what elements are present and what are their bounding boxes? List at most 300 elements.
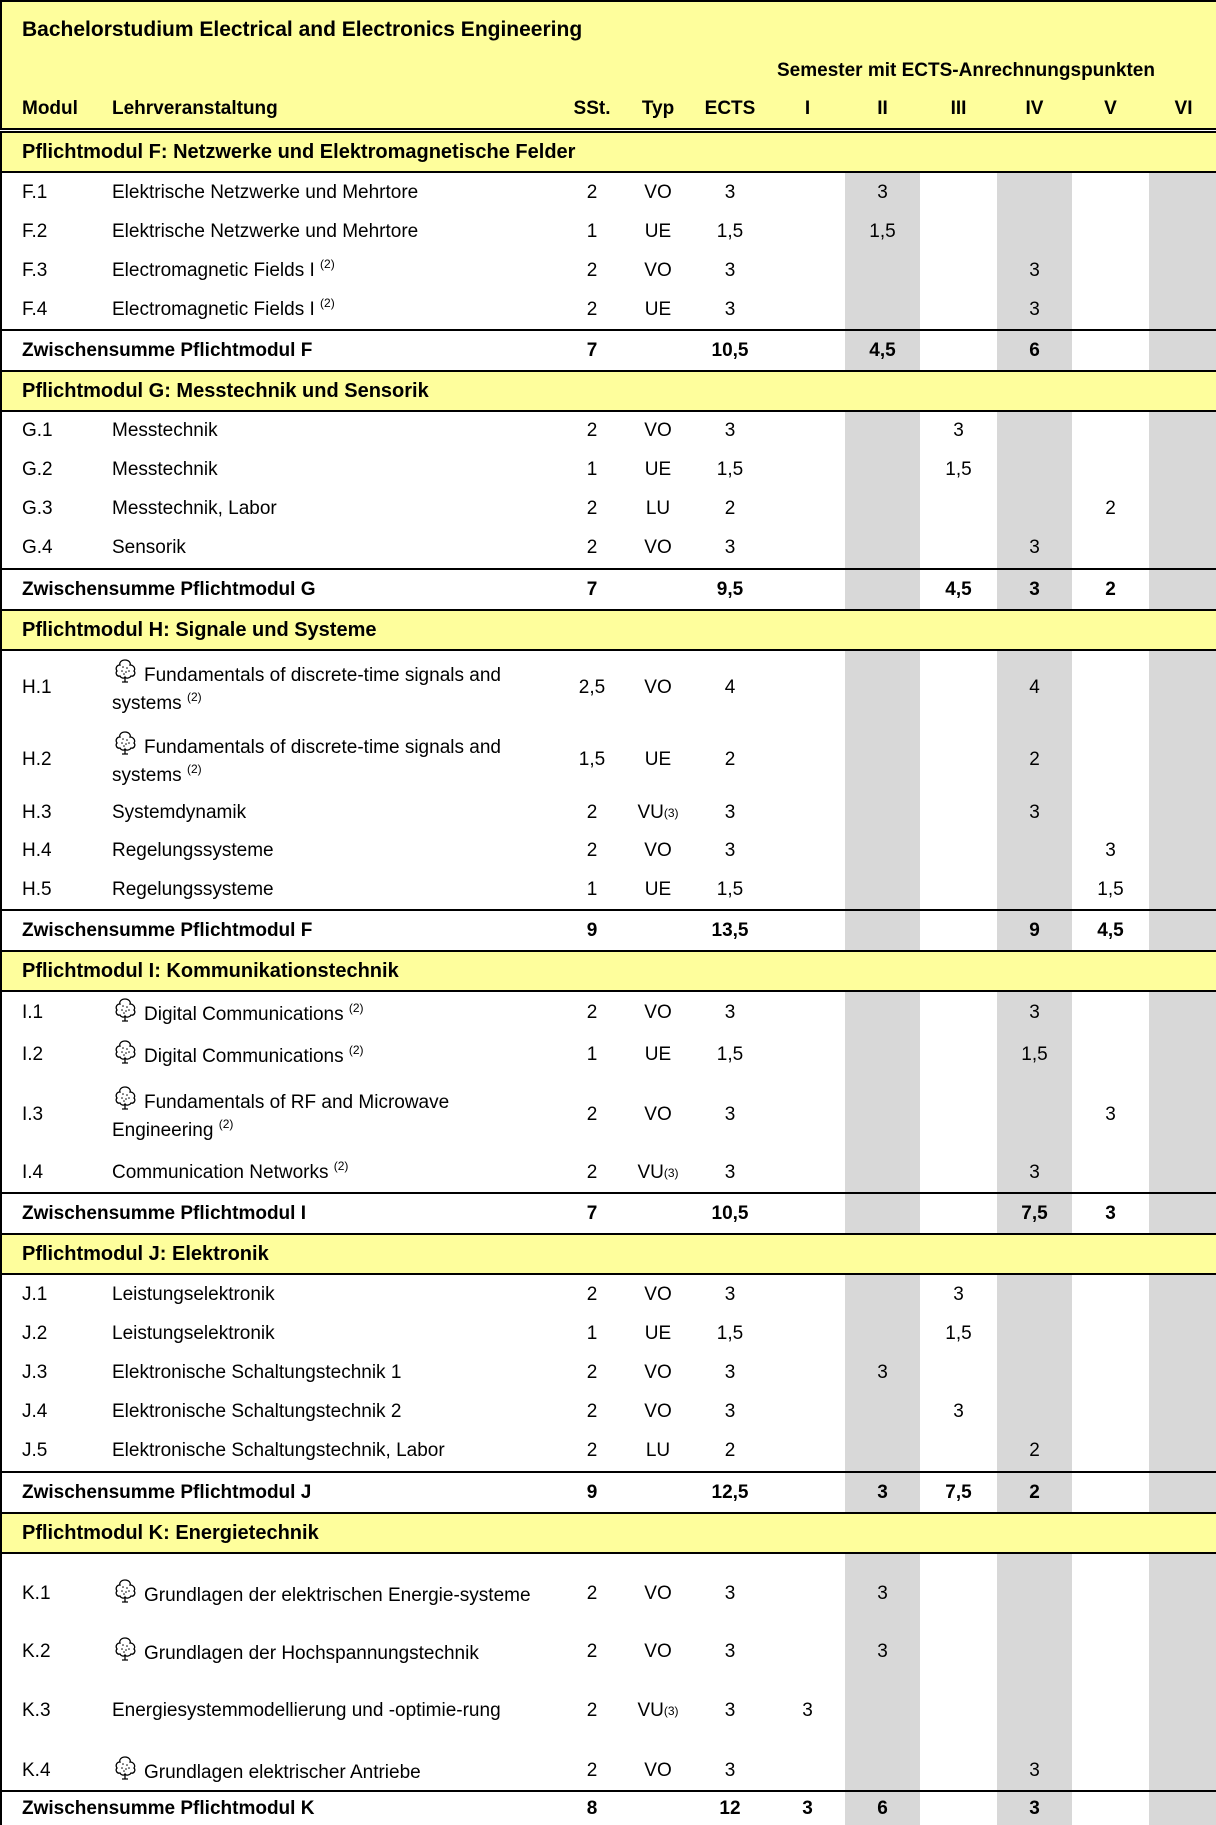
ects-value: 2 bbox=[724, 749, 736, 770]
course-name-wrap bbox=[112, 1697, 501, 1725]
sst-value: 2 bbox=[586, 420, 598, 441]
sst-value: 2 bbox=[586, 260, 598, 281]
type-value bbox=[627, 831, 689, 871]
course-name-wrap bbox=[112, 495, 277, 523]
footnote-marker: (2) bbox=[348, 1043, 364, 1057]
course-cell bbox=[112, 251, 542, 291]
semester-4-ects: 3 bbox=[1029, 260, 1040, 281]
ects-value: 1,5 bbox=[716, 221, 744, 242]
semester-shading bbox=[997, 1393, 1072, 1431]
ects-value: 3 bbox=[724, 1104, 736, 1125]
subtotal-row bbox=[0, 568, 1216, 609]
ects-value: 3 bbox=[724, 537, 736, 558]
sst-value: 2 bbox=[586, 299, 598, 320]
type-label: VO bbox=[644, 537, 672, 558]
semester-shading bbox=[1149, 1154, 1216, 1192]
section-title: Pflichtmodul H: Signale und Systeme bbox=[22, 618, 377, 641]
module-code: G.1 bbox=[22, 420, 53, 441]
table-row bbox=[0, 725, 1216, 795]
table-row bbox=[0, 1752, 1216, 1790]
section-title: Pflichtmodul I: Kommunikationstechnik bbox=[22, 959, 399, 982]
course-name: Digital Communications bbox=[144, 1046, 344, 1067]
semester-shading bbox=[845, 992, 920, 1034]
module-code: F.4 bbox=[22, 299, 48, 320]
semester-shading bbox=[845, 1315, 920, 1353]
tree-icon bbox=[112, 730, 138, 756]
subtotal-sst: 7 bbox=[586, 339, 598, 361]
course-name: Systemdynamik bbox=[112, 802, 247, 823]
type-value bbox=[627, 528, 689, 568]
type-label: VO bbox=[644, 182, 672, 203]
ects-value: 2 bbox=[724, 498, 736, 519]
type-value bbox=[627, 450, 689, 490]
footnote-marker: (2) bbox=[320, 257, 335, 271]
semester-shading bbox=[1149, 651, 1216, 725]
semester-shading bbox=[997, 173, 1072, 213]
sst-value: 2 bbox=[586, 802, 598, 823]
subtotal-ects: 10,5 bbox=[711, 1202, 749, 1224]
semester-shading bbox=[845, 570, 920, 609]
subtotal-ects: 12 bbox=[719, 1797, 741, 1819]
semester-shading bbox=[845, 871, 920, 909]
sst-value: 1,5 bbox=[578, 749, 606, 770]
module-code: H.5 bbox=[22, 879, 52, 900]
semester-4-ects: 3 bbox=[1029, 537, 1040, 558]
semester-2-ects: 3 bbox=[877, 182, 888, 203]
course-cell bbox=[112, 291, 542, 329]
course-name-wrap bbox=[112, 1398, 401, 1426]
module-code: J.4 bbox=[22, 1401, 48, 1422]
table-title-row bbox=[0, 0, 1216, 58]
course-name: Communication Networks bbox=[112, 1162, 329, 1183]
type-value bbox=[627, 291, 689, 329]
course-name-wrap bbox=[112, 417, 218, 445]
semester-shading bbox=[997, 450, 1072, 490]
semester-shading bbox=[1149, 291, 1216, 329]
footnote-marker: (2) bbox=[348, 1001, 364, 1015]
semester-shading bbox=[997, 1275, 1072, 1315]
ects-value: 3 bbox=[724, 1362, 736, 1383]
semester-shading bbox=[997, 1670, 1072, 1752]
sst-value: 1 bbox=[586, 221, 598, 242]
type-label: VO bbox=[644, 1002, 672, 1023]
col-semester-2: II bbox=[877, 98, 888, 119]
ects-value: 3 bbox=[724, 1583, 736, 1604]
semester-shading bbox=[1149, 1473, 1216, 1512]
course-name: Elektronische Schaltungstechnik 1 bbox=[112, 1362, 402, 1383]
course-cell bbox=[112, 1315, 542, 1353]
course-name: Elektrische Netzwerke und Mehrtore bbox=[112, 221, 419, 242]
module-code: G.2 bbox=[22, 459, 53, 480]
semester-shading bbox=[845, 1275, 920, 1315]
sst-value: 2,5 bbox=[578, 677, 606, 698]
subtotal-label: Zwischensumme Pflichtmodul K bbox=[22, 1797, 315, 1819]
type-label: UE bbox=[644, 221, 672, 242]
subtotal-semester-4: 9 bbox=[1029, 919, 1040, 941]
module-code: J.5 bbox=[22, 1440, 48, 1461]
subtotal-semester-1: 3 bbox=[802, 1797, 813, 1819]
subtotal-ects: 13,5 bbox=[711, 919, 749, 941]
ects-value: 3 bbox=[724, 1284, 736, 1305]
semester-4-ects: 4 bbox=[1029, 677, 1040, 698]
course-name-wrap bbox=[112, 257, 335, 285]
semester-shading bbox=[845, 1393, 920, 1431]
type-label: UE bbox=[644, 1044, 672, 1065]
course-name-wrap bbox=[112, 1320, 275, 1348]
ects-value: 3 bbox=[724, 1401, 736, 1422]
ects-value: 1,5 bbox=[716, 1044, 744, 1065]
subtotal-semester-2: 4,5 bbox=[869, 339, 896, 361]
type-value: VU (3) bbox=[637, 802, 679, 823]
sst-value: 2 bbox=[586, 1760, 598, 1781]
semester-shading bbox=[845, 725, 920, 795]
ects-value: 3 bbox=[724, 1641, 736, 1662]
course-cell bbox=[112, 1353, 542, 1393]
semester-shading bbox=[1149, 1315, 1216, 1353]
type-label: VO bbox=[644, 420, 672, 441]
subtotal-semester-3: 4,5 bbox=[945, 578, 972, 600]
sst-value: 2 bbox=[586, 182, 598, 203]
sst-value: 2 bbox=[586, 840, 598, 861]
module-code: K.4 bbox=[22, 1760, 51, 1781]
col-semester-5: V bbox=[1104, 98, 1117, 119]
module-code: F.3 bbox=[22, 260, 48, 281]
module-code: I.1 bbox=[22, 1002, 44, 1023]
course-name: Electromagnetic Fields I bbox=[112, 260, 315, 281]
tree-icon bbox=[112, 1578, 138, 1604]
course-name-wrap bbox=[112, 1578, 531, 1610]
type-value bbox=[627, 1752, 689, 1790]
sst-value: 1 bbox=[586, 459, 598, 480]
subtotal-label: Zwischensumme Pflichtmodul F bbox=[22, 339, 313, 361]
course-name: Elektronische Schaltungstechnik, Labor bbox=[112, 1440, 445, 1461]
course-cell bbox=[112, 831, 542, 871]
table-row bbox=[0, 795, 1216, 831]
semester-shading bbox=[1149, 213, 1216, 251]
subtotal-sst: 9 bbox=[586, 1481, 598, 1503]
semester-3-ects: 3 bbox=[953, 1284, 964, 1305]
type-label: VO bbox=[644, 840, 672, 861]
semester-shading bbox=[845, 1154, 920, 1192]
semester-4-ects: 2 bbox=[1029, 749, 1040, 770]
course-cell bbox=[112, 1275, 542, 1315]
semester-4-ects: 2 bbox=[1029, 1440, 1040, 1461]
type-label: VO bbox=[644, 1284, 672, 1305]
course-name-wrap bbox=[112, 1039, 364, 1071]
semester-3-ects: 1,5 bbox=[945, 1323, 972, 1344]
semester-shading bbox=[845, 1431, 920, 1471]
module-code: G.3 bbox=[22, 498, 53, 519]
sst-value: 2 bbox=[586, 1002, 598, 1023]
course-cell bbox=[112, 213, 542, 251]
sst-value: 2 bbox=[586, 1641, 598, 1662]
col-semester-6: VI bbox=[1174, 98, 1193, 119]
table-row bbox=[0, 450, 1216, 490]
course-name: Elektrische Netzwerke und Mehrtore bbox=[112, 182, 419, 203]
semester-shading bbox=[997, 412, 1072, 450]
module-code: F.1 bbox=[22, 182, 48, 203]
semester-shading bbox=[845, 1194, 920, 1233]
semester-shading bbox=[1149, 911, 1216, 950]
course-name: Fundamentals of RF and Microwave Engineering bbox=[112, 1092, 450, 1141]
semester-header-row bbox=[0, 58, 1216, 90]
course-cell bbox=[112, 725, 542, 795]
type-label: LU bbox=[645, 1440, 671, 1461]
semester-shading bbox=[997, 1554, 1072, 1634]
subtotal-semester-4: 3 bbox=[1029, 578, 1040, 600]
semester-shading bbox=[1149, 871, 1216, 909]
course-cell bbox=[112, 490, 542, 528]
ects-value: 1,5 bbox=[716, 1323, 744, 1344]
table-row bbox=[0, 251, 1216, 291]
semester-shading bbox=[1149, 1431, 1216, 1471]
course-cell bbox=[112, 1554, 542, 1634]
course-name-wrap bbox=[112, 1085, 542, 1145]
semester-4-ects: 3 bbox=[1029, 1162, 1040, 1183]
sst-value: 1 bbox=[586, 879, 598, 900]
semester-shading bbox=[1149, 1670, 1216, 1752]
semester-2-ects: 3 bbox=[877, 1362, 888, 1383]
semester-4-ects: 3 bbox=[1029, 802, 1040, 823]
semester-shading bbox=[1149, 570, 1216, 609]
course-name-wrap bbox=[112, 534, 186, 562]
table-row bbox=[0, 1353, 1216, 1393]
type-value bbox=[627, 725, 689, 795]
table-row bbox=[0, 1315, 1216, 1353]
section-title: Pflichtmodul J: Elektronik bbox=[22, 1242, 269, 1265]
subtotal-row bbox=[0, 1790, 1216, 1825]
table-row bbox=[0, 1670, 1216, 1752]
table-row bbox=[0, 1393, 1216, 1431]
course-name-wrap bbox=[112, 658, 542, 718]
course-cell bbox=[112, 795, 542, 831]
module-code: J.3 bbox=[22, 1362, 48, 1383]
course-name: Energiesystemmodellierung und -optimie-rung bbox=[112, 1700, 501, 1721]
course-name: Messtechnik bbox=[112, 420, 218, 441]
semester-3-ects: 3 bbox=[953, 1401, 964, 1422]
footnote-marker: (2) bbox=[333, 1159, 349, 1173]
sst-value: 2 bbox=[586, 1440, 598, 1461]
course-name-wrap bbox=[112, 1159, 348, 1187]
course-name-wrap bbox=[112, 1755, 421, 1787]
type-value bbox=[627, 1353, 689, 1393]
module-code: K.3 bbox=[22, 1700, 51, 1721]
type-value bbox=[627, 1275, 689, 1315]
module-code: H.1 bbox=[22, 677, 52, 698]
course-name: Messtechnik, Labor bbox=[112, 498, 277, 519]
module-code: K.2 bbox=[22, 1641, 51, 1662]
course-name-wrap bbox=[112, 1636, 479, 1668]
type-label: UE bbox=[644, 879, 672, 900]
course-name: Grundlagen elektrischer Antriebe bbox=[144, 1762, 421, 1783]
course-name: Elektronische Schaltungstechnik 2 bbox=[112, 1401, 402, 1422]
course-cell bbox=[112, 871, 542, 909]
module-code: H.2 bbox=[22, 749, 52, 770]
footnote-marker: (2) bbox=[218, 1117, 234, 1131]
col-sst: SSt. bbox=[573, 98, 611, 119]
semester-shading bbox=[1149, 331, 1216, 370]
course-name-wrap bbox=[112, 997, 364, 1029]
semester-shading bbox=[1149, 992, 1216, 1034]
semester-shading bbox=[1149, 1393, 1216, 1431]
section-header bbox=[0, 1233, 1216, 1275]
type-label: UE bbox=[644, 1323, 672, 1344]
section-header bbox=[0, 1512, 1216, 1554]
subtotal-sst: 8 bbox=[586, 1797, 598, 1819]
sst-value: 2 bbox=[586, 537, 598, 558]
table-row bbox=[0, 1154, 1216, 1192]
semester-shading bbox=[1149, 1275, 1216, 1315]
semester-4-ects: 3 bbox=[1029, 1002, 1040, 1023]
semester-shading bbox=[1149, 795, 1216, 831]
col-lehrveranstaltung: Lehrveranstaltung bbox=[112, 98, 278, 119]
semester-shading bbox=[1149, 450, 1216, 490]
type-label: LU bbox=[645, 498, 671, 519]
table-row bbox=[0, 992, 1216, 1034]
semester-shading bbox=[845, 651, 920, 725]
semester-shading bbox=[845, 450, 920, 490]
module-code: K.1 bbox=[22, 1583, 51, 1604]
subtotal-semester-4: 2 bbox=[1029, 1481, 1040, 1503]
semester-shading bbox=[1149, 831, 1216, 871]
module-code: F.2 bbox=[22, 221, 48, 242]
sst-value: 2 bbox=[586, 1162, 598, 1183]
semester-shading bbox=[1149, 725, 1216, 795]
semester-shading bbox=[1149, 1194, 1216, 1233]
table-row bbox=[0, 1554, 1216, 1634]
subtotal-row bbox=[0, 1192, 1216, 1233]
semester-shading bbox=[997, 831, 1072, 871]
semester-shading bbox=[845, 291, 920, 329]
semester-shading bbox=[997, 490, 1072, 528]
semester-shading bbox=[845, 528, 920, 568]
type-label: UE bbox=[644, 459, 672, 480]
type-label: VU bbox=[637, 1162, 664, 1183]
type-label: VU bbox=[637, 802, 664, 823]
type-value bbox=[627, 651, 689, 725]
sst-value: 2 bbox=[586, 1284, 598, 1305]
course-name: Regelungssysteme bbox=[112, 840, 274, 861]
course-name-wrap bbox=[112, 730, 542, 790]
semester-shading bbox=[1149, 1353, 1216, 1393]
course-name-wrap bbox=[112, 837, 274, 865]
course-name-wrap bbox=[112, 456, 218, 484]
type-label: VO bbox=[644, 1641, 672, 1662]
subtotal-label: Zwischensumme Pflichtmodul I bbox=[22, 1202, 306, 1224]
sst-value: 2 bbox=[586, 1362, 598, 1383]
module-code: H.4 bbox=[22, 840, 52, 861]
type-value bbox=[627, 1554, 689, 1634]
semester-shading bbox=[845, 490, 920, 528]
type-value bbox=[627, 490, 689, 528]
course-name: Fundamentals of discrete-time signals and systems bbox=[112, 665, 501, 714]
subtotal-semester-4: 7,5 bbox=[1021, 1202, 1048, 1224]
tree-icon bbox=[112, 1636, 138, 1662]
col-modul: Modul bbox=[22, 98, 78, 119]
course-cell bbox=[112, 1154, 542, 1192]
course-name-wrap bbox=[112, 218, 418, 246]
footnote-marker: (2) bbox=[186, 762, 202, 776]
col-typ: Typ bbox=[641, 98, 675, 119]
semester-shading bbox=[845, 795, 920, 831]
course-name: Messtechnik bbox=[112, 459, 218, 480]
subtotal-sst: 7 bbox=[586, 578, 598, 600]
type-label: VO bbox=[644, 260, 672, 281]
type-label: UE bbox=[644, 749, 672, 770]
ects-value: 1,5 bbox=[716, 459, 744, 480]
course-name: Grundlagen der elektrischen Energie-systeme bbox=[144, 1585, 531, 1606]
semester-3-ects: 1,5 bbox=[945, 459, 972, 480]
course-name: Leistungselektronik bbox=[112, 1284, 275, 1305]
section-title: Pflichtmodul G: Messtechnik und Sensorik bbox=[22, 379, 429, 402]
semester-shading bbox=[1149, 1752, 1216, 1790]
table-row bbox=[0, 213, 1216, 251]
ects-value: 2 bbox=[724, 1440, 736, 1461]
course-name-wrap bbox=[112, 1359, 401, 1387]
semester-shading bbox=[1149, 1076, 1216, 1154]
course-cell bbox=[112, 450, 542, 490]
table-row bbox=[0, 1431, 1216, 1471]
ects-value: 3 bbox=[724, 260, 736, 281]
ects-value: 3 bbox=[724, 1162, 736, 1183]
semester-shading bbox=[1149, 1792, 1216, 1825]
type-value: VU (3) bbox=[637, 1162, 679, 1183]
course-name: Electromagnetic Fields I bbox=[112, 299, 315, 320]
course-cell bbox=[112, 1393, 542, 1431]
semester-shading bbox=[1149, 1634, 1216, 1670]
ects-value: 3 bbox=[724, 1002, 736, 1023]
module-code: I.2 bbox=[22, 1044, 44, 1065]
type-label: VO bbox=[644, 1583, 672, 1604]
semester-2-ects: 1,5 bbox=[869, 221, 896, 242]
tree-icon bbox=[112, 997, 138, 1023]
course-name-wrap bbox=[112, 799, 246, 827]
semester-3-ects: 3 bbox=[953, 420, 964, 441]
subtotal-semester-5: 2 bbox=[1105, 578, 1116, 600]
type-value bbox=[627, 213, 689, 251]
sst-value: 2 bbox=[586, 1700, 598, 1721]
type-value bbox=[627, 1634, 689, 1670]
table-row bbox=[0, 173, 1216, 213]
subtotal-ects: 9,5 bbox=[716, 578, 744, 600]
subtotal-semester-4: 3 bbox=[1029, 1797, 1040, 1819]
sst-value: 2 bbox=[586, 1583, 598, 1604]
semester-shading bbox=[845, 412, 920, 450]
table-row bbox=[0, 1076, 1216, 1154]
col-semester-1: I bbox=[804, 98, 811, 119]
sst-value: 2 bbox=[586, 1401, 598, 1422]
semester-shading bbox=[845, 1670, 920, 1752]
semester-2-ects: 3 bbox=[877, 1583, 888, 1604]
subtotal-semester-3: 7,5 bbox=[945, 1481, 972, 1503]
ects-value: 3 bbox=[724, 420, 736, 441]
semester-shading bbox=[845, 1034, 920, 1076]
table-row bbox=[0, 651, 1216, 725]
section-header bbox=[0, 609, 1216, 651]
type-value bbox=[627, 1076, 689, 1154]
semester-5-ects: 1,5 bbox=[1097, 879, 1124, 900]
course-cell bbox=[112, 173, 542, 213]
course-name: Fundamentals of discrete-time signals and systems bbox=[112, 737, 501, 786]
semester-header: Semester mit ECTS-Anrechnungspunkten bbox=[777, 60, 1155, 81]
section-header bbox=[0, 131, 1216, 173]
type-label: VO bbox=[644, 1104, 672, 1125]
semester-shading bbox=[845, 1752, 920, 1790]
course-name: Grundlagen der Hochspannungstechnik bbox=[144, 1643, 479, 1664]
type-label: VU bbox=[637, 1700, 664, 1721]
table-row bbox=[0, 1275, 1216, 1315]
semester-shading bbox=[1149, 412, 1216, 450]
